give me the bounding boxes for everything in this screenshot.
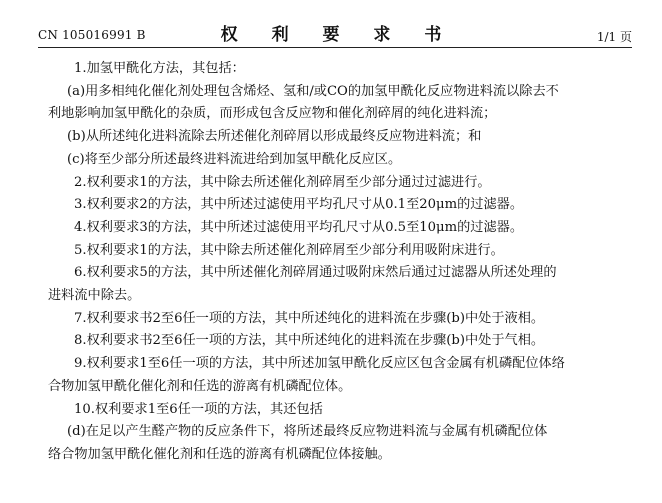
- page-header: [0, 0, 662, 48]
- claim-9-continued: 合物加氢甲酰化催化剂和任选的游离有机磷配位体。: [48, 378, 352, 394]
- claim-4: 4.权利要求3的方法，其中所述过滤使用平均孔尺寸从0.5至10μm的过滤器。: [74, 219, 524, 235]
- page-number: 1/1 页: [596, 30, 632, 44]
- claim-9: 9.权利要求1至6任一项的方法，其中所述加氢甲酰化反应区包含金属有机磷配位体络: [74, 356, 565, 372]
- claim-2: 2.权利要求1的方法，其中除去所述催化剂碎屑至少部分通过过滤进行。: [74, 174, 491, 190]
- claim-7: 7.权利要求书2至6任一项的方法，其中所述纯化的进料流在步骤(b)中处于液相。: [74, 310, 545, 326]
- claim-3: 3.权利要求2的方法，其中所述过滤使用平均孔尺寸从0.1至20μm的过滤器。: [74, 197, 524, 213]
- claim-10-step-d-continued: 络合物加氢甲酰化催化剂和任选的游离有机磷配位体接触。: [48, 446, 391, 462]
- claim-8: 8.权利要求书2至6任一项的方法，其中所述纯化的进料流在步骤(b)中处于气相。: [74, 333, 545, 349]
- claim-5: 5.权利要求1的方法，其中除去所述催化剂碎屑至少部分利用吸附床进行。: [74, 242, 504, 258]
- claim-6: 6.权利要求5的方法，其中所述催化剂碎屑通过吸附床然后通过过滤器从所述处理的: [74, 265, 557, 281]
- claim-10: 10.权利要求1至6任一项的方法，其还包括: [74, 401, 323, 417]
- publication-number: CN 105016991 B: [38, 28, 146, 42]
- claim-1-step-a: (a)用多相纯化催化剂处理包含烯烃、氢和/或CO的加氢甲酰化反应物进料流以除去不: [67, 83, 559, 99]
- claim-1-step-c: (c)将至少部分所述最终进料流进给到加氢甲酰化反应区。: [67, 151, 402, 167]
- header-divider: [38, 47, 632, 48]
- claim-10-step-d: (d)在足以产生醛产物的反应条件下，将所述最终反应物进料流与金属有机磷配位体: [67, 424, 548, 440]
- document-title: 权 利 要 求 书: [220, 25, 456, 45]
- claims-body: [48, 58, 638, 467]
- claim-1: 1.加氢甲酰化方法，其包括：: [74, 61, 245, 76]
- claim-6-continued: 进料流中除去。: [48, 288, 141, 304]
- claim-1-step-b: (b)从所述纯化进料流除去所述催化剂碎屑以形成最终反应物进料流；和: [67, 129, 482, 145]
- claim-1-step-a-continued: 利地影响加氢甲酰化的杂质，而形成包含反应物和催化剂碎屑的纯化进料流；: [48, 106, 497, 122]
